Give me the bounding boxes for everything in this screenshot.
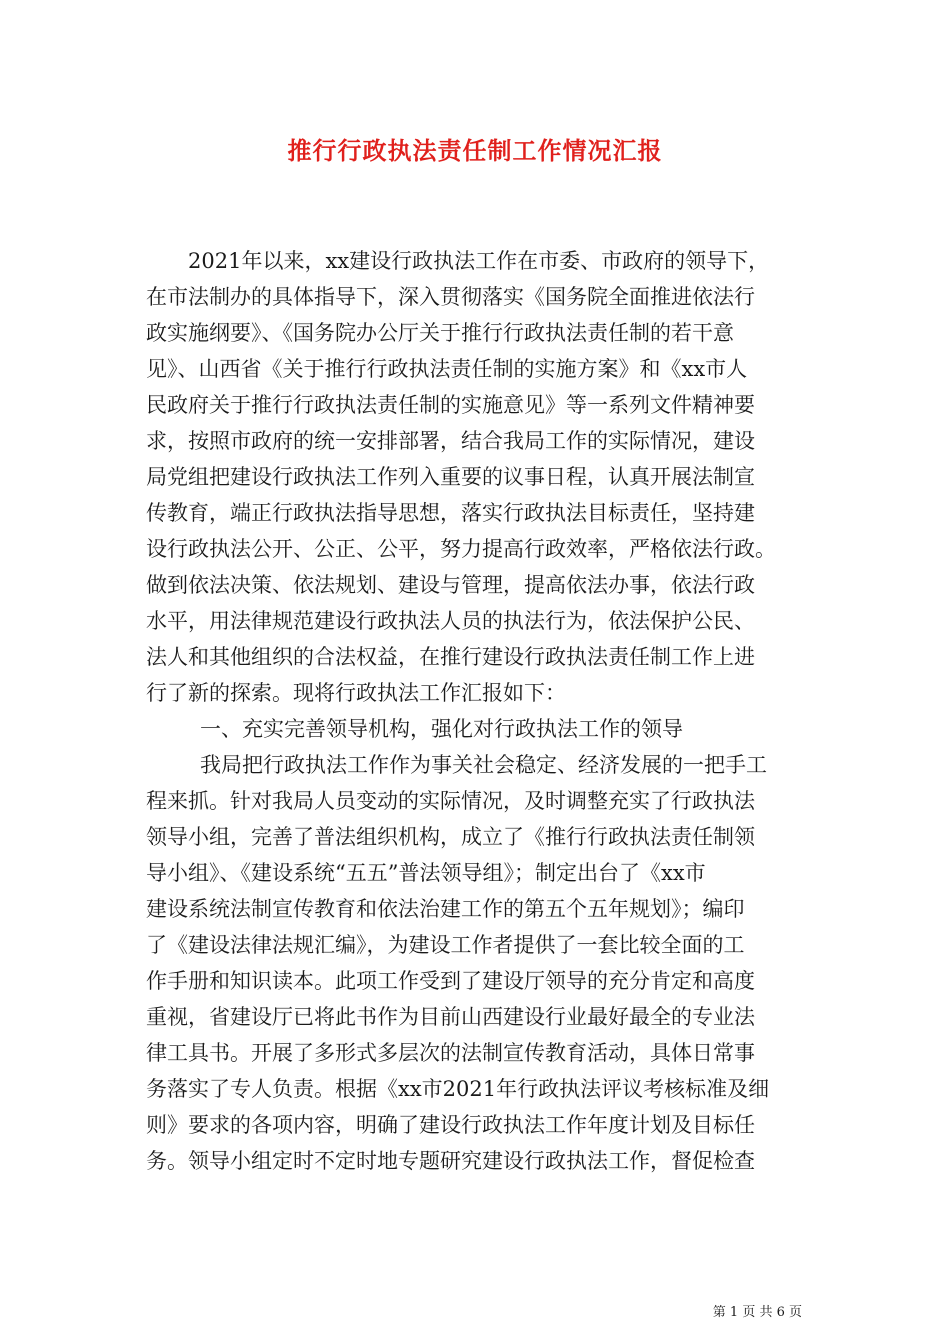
body-line: 2021年以来，xx建设行政执法工作在市委、市政府的领导下， [188, 249, 770, 273]
body-line: 导小组》、《建设系统“五五”普法领导组》；制定出台了《xx市 [146, 861, 706, 885]
body-line: 则》要求的各项内容，明确了建设行政执法工作年度计划及目标任 [146, 1113, 755, 1137]
body-line: 了《建设法律法规汇编》，为建设工作者提供了一套比较全面的工 [146, 933, 745, 957]
body-line: 行了新的探索。现将行政执法工作汇报如下： [146, 681, 566, 705]
body-line: 务。领导小组定时不定时地专题研究建设行政执法工作，督促检查 [146, 1149, 755, 1173]
section-heading: 一、充实完善领导机构，强化对行政执法工作的领导 [200, 717, 683, 741]
body-line: 程来抓。针对我局人员变动的实际情况，及时调整充实了行政执法 [146, 789, 755, 813]
body-line: 民政府关于推行行政执法责任制的实施意见》等一系列文件精神要 [146, 393, 755, 417]
body-line: 在市法制办的具体指导下，深入贯彻落实《国务院全面推进依法行 [146, 285, 755, 309]
body-line: 建设系统法制宣传教育和依法治建工作的第五个五年规划》；编印 [146, 897, 745, 921]
body-line: 法人和其他组织的合法权益，在推行建设行政执法责任制工作上进 [146, 645, 755, 669]
body-line: 作手册和知识读本。此项工作受到了建设厅领导的充分肯定和高度 [146, 969, 755, 993]
body-line: 我局把行政执法工作作为事关社会稳定、经济发展的一把手工 [200, 753, 767, 777]
body-line: 设行政执法公开、公正、公平，努力提高行政效率，严格依法行政。 [146, 537, 776, 561]
body-line: 领导小组，完善了普法组织机构，成立了《推行行政执法责任制领 [146, 825, 755, 849]
body-line: 重视，省建设厅已将此书作为目前山西建设行业最好最全的专业法 [146, 1005, 755, 1029]
body-line: 做到依法决策、依法规划、建设与管理，提高依法办事，依法行政 [146, 573, 755, 597]
body-line: 见》、山西省《关于推行行政执法责任制的实施方案》和《xx市人 [146, 357, 748, 381]
body-line: 律工具书。开展了多形式多层次的法制宣传教育活动，具体日常事 [146, 1041, 755, 1065]
body-line: 水平，用法律规范建设行政执法人员的执法行为，依法保护公民、 [146, 609, 755, 633]
body-line: 政实施纲要》、《国务院办公厅关于推行行政执法责任制的若干意 [146, 321, 734, 345]
body-line: 求，按照市政府的统一安排部署，结合我局工作的实际情况，建设 [146, 429, 755, 453]
body-line: 传教育，端正行政执法指导思想，落实行政执法目标责任，坚持建 [146, 501, 755, 525]
document-title: 推行行政执法责任制工作情况汇报 [287, 136, 663, 165]
page-number: 第 1 页 共 6 页 [712, 1305, 802, 1320]
body-line: 局党组把建设行政执法工作列入重要的议事日程，认真开展法制宣 [146, 465, 755, 489]
body-line: 务落实了专人负责。根据《xx市2021年行政执法评议考核标准及细 [146, 1077, 770, 1101]
